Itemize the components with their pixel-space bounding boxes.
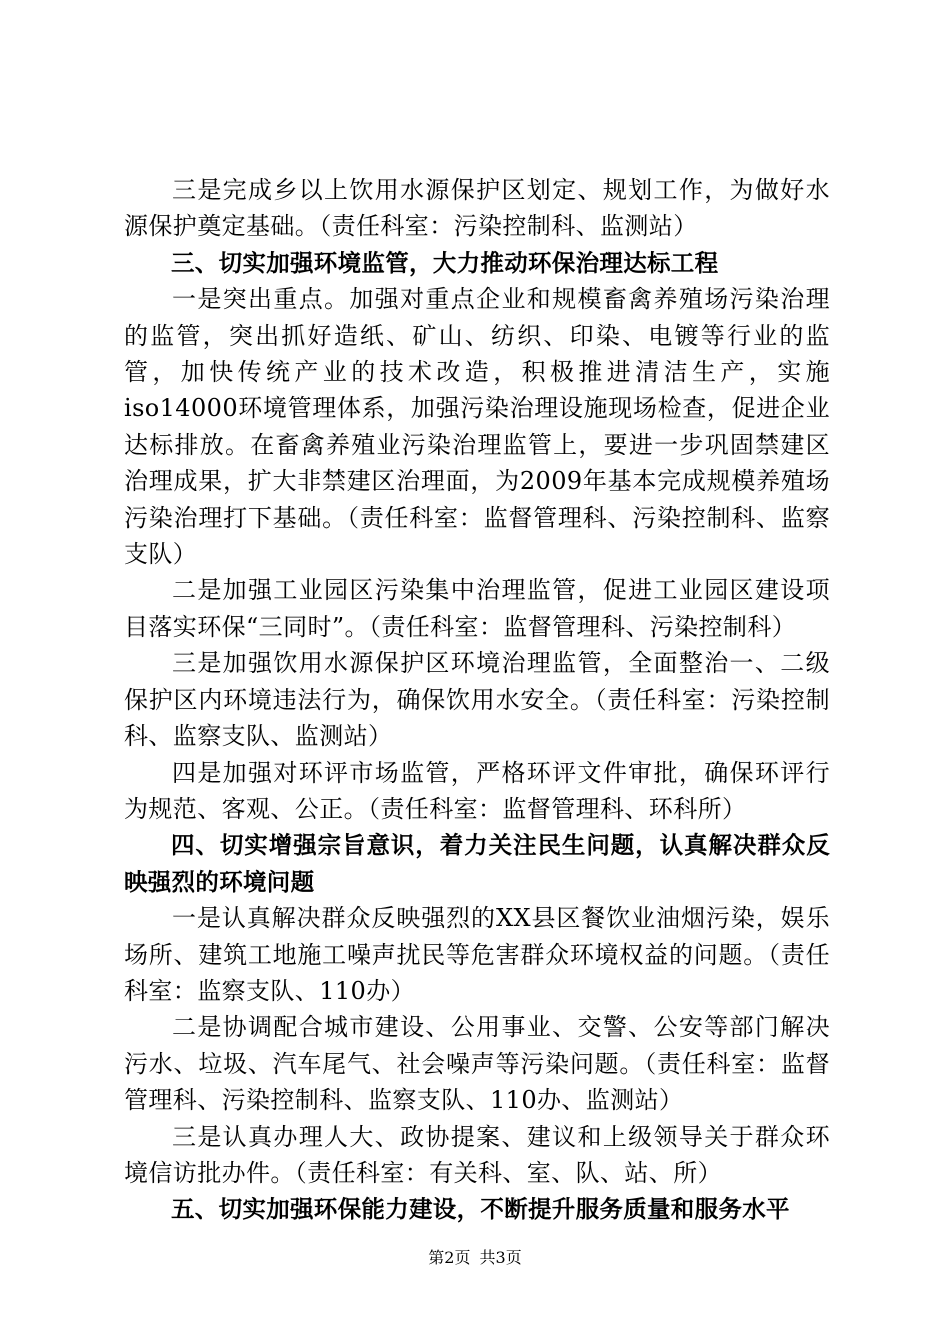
page-number: 第2页 xyxy=(428,1248,471,1267)
section-heading-5: 五、切实加强环保能力建设，不断提升服务质量和服务水平 xyxy=(171,1195,790,1224)
document-body xyxy=(124,172,830,1228)
paragraph-water-source-planning: 三是完成乡以上饮用水源保护区划定、规划工作，为做好水源保护奠定基础。（责任科室：污染控制科、监测站） xyxy=(124,176,830,241)
paragraph-proposals: 三是认真办理人大、政协提案、建议和上级领导关于群众环境信访批办件。（责任科室：有关科、室、队、站、所） xyxy=(124,1122,830,1187)
paragraph-drinking-water: 三是加强饮用水源保护区环境治理监管，全面整治一、二级保护区内环境违法行为，确保饮用水安全。（责任科室：污染控制科、监察支队、监测站） xyxy=(124,649,830,751)
page-footer xyxy=(0,1245,950,1268)
page-total: 共3页 xyxy=(479,1248,522,1267)
paragraph-industrial-park: 二是加强工业园区污染集中治理监管，促进工业园区建设项目落实环保“三同时”。（责任科室：监督管理科、污染控制科） xyxy=(124,576,830,641)
paragraph-key-enterprises: 一是突出重点。加强对重点企业和规模畜禽养殖场污染治理的监管，突出抓好造纸、矿山、纺织、印染、电镀等行业的监管，加快传统产业的技术改造，积极推进清洁生产，实施iso14000环境管理体系，加强污染治理设施现场检查，促进企业达标排放。在畜禽养殖业污染治理监管上，要进一步巩固禁建区治理成果，扩大非禁建区治理面，为2009年基本完成规模养殖场污染治理打下基础。（责任科室：监督管理科、污染控制科、监察支队） xyxy=(124,285,830,569)
section-heading-3: 三、切实加强环境监管，大力推动环保治理达标工程 xyxy=(171,248,719,277)
paragraph-oil-smoke-noise: 一是认真解决群众反映强烈的XX县区餐饮业油烟污染，娱乐场所、建筑工地施工噪声扰民等危害群众环境权益的问题。（责任科室：监察支队、110办） xyxy=(124,904,830,1005)
paragraph-coordination: 二是协调配合城市建设、公用事业、交警、公安等部门解决污水、垃圾、汽车尾气、社会噪声等污染问题。（责任科室：监督管理科、污染控制科、监察支队、110办、监测站） xyxy=(124,1013,830,1115)
paragraph-eia-market: 四是加强对环评市场监管，严格环评文件审批，确保环评行为规范、客观、公正。（责任科室：监督管理科、环科所） xyxy=(124,758,830,823)
section-heading-4: 四、切实增强宗旨意识，着力关注民生问题，认真解决群众反映强烈的环境问题 xyxy=(124,831,830,896)
